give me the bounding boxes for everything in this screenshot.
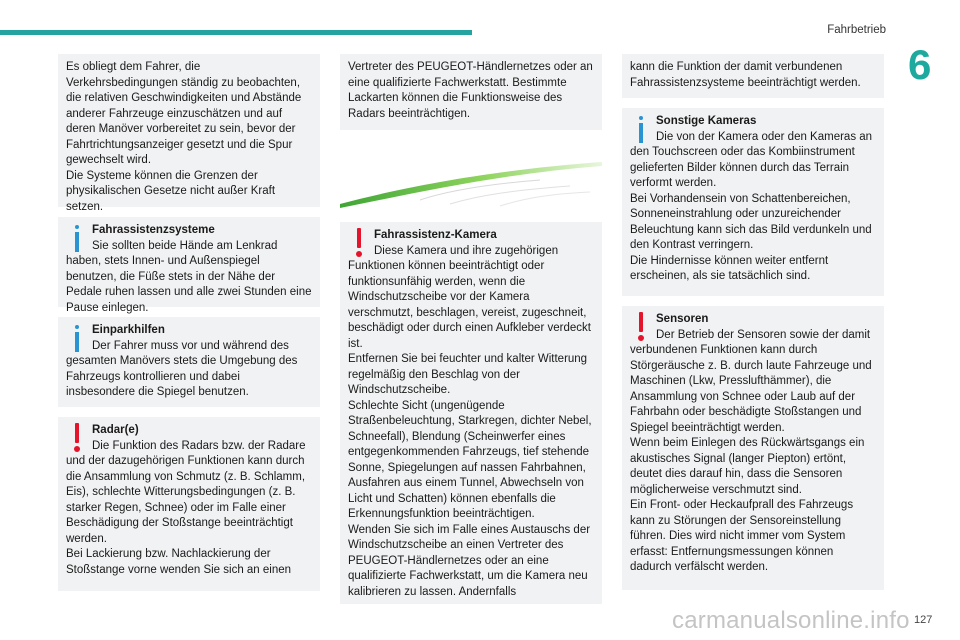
left-column	[58, 54, 320, 601]
warning-icon	[630, 312, 656, 342]
continued-box	[340, 54, 602, 130]
box-text: Vertreter des PEUGEOT-Händlernetzes oder an eine qualifizierte Fachwerkstatt. Bestimmte Lackarten können die Funktionsweise des Radars beeinträchtigen.	[348, 61, 593, 120]
warning-icon	[66, 423, 92, 453]
section-title: Fahrbetrieb	[827, 24, 886, 36]
box-text: Der Betrieb der Sensoren sowie der damit verbundenen Funktionen kann durch Störgeräusche z. B. durch laute Fahrzeuge und Maschinen (Lkw, Presslufthämmer), die Ansammlung von Schnee oder Laub auf der Fahrbahn oder beschädigte Stoßstangen und Spiegel beeinträchtigt werden. Wenn beim Einlegen des Rückwärtsgangs ein akustisches Signal (langer Piepton) ertönt, deutet dies darauf hin, dass die Sensoren möglicherweise verschmutzt sind. Ein Front- oder Heckaufprall des Fahrzeugs kann zu Störungen der Sensoreinstellung führen. Dies wird nicht immer vom System erfasst: Entfernungsmessungen können dadurch verfälscht werden.	[630, 328, 872, 573]
chapter-number: 6	[908, 41, 932, 88]
camera-illustration	[340, 140, 602, 212]
intro-box	[58, 54, 320, 213]
windshield-graphic	[340, 140, 602, 212]
info-icon	[66, 223, 92, 253]
watermark: carmanualsonline.info	[672, 607, 910, 634]
info-box-einparkhilfen	[58, 317, 320, 407]
box-title: Fahrassistenzsysteme	[92, 224, 215, 236]
info-icon	[66, 323, 92, 353]
header-accent-bar	[0, 30, 472, 35]
warning-box-radar	[58, 417, 320, 591]
box-title: Einparkhilfen	[92, 324, 165, 336]
warning-box-sensoren	[622, 306, 884, 590]
box-text: Sie sollten beide Hände am Lenkrad haben, stets Innen- und Außenspiegel benutzen, die Füße stets in der Nähe der Pedale ruhen lassen und alle zwei Stunden eine Pause einlegen.	[66, 239, 312, 314]
warning-icon	[348, 228, 374, 258]
info-box-fahrassistenzsysteme	[58, 217, 320, 314]
page-number: 127	[914, 614, 933, 626]
box-text: Die Funktion des Radars bzw. der Radare und der dazugehörigen Funktionen kann durch die Ansammlung von Schmutz (z. B. Schlamm, Eis), schlechte Witterungsbedingungen (z. B. starker Regen, Schnee) oder im Falle einer Beschädigung der Stoßstange beeinträchtigt werden. Bei Lackierung bzw. Nachlackierung der Stoßstange vorne wenden Sie sich an einen	[66, 439, 306, 576]
right-column	[622, 54, 884, 600]
box-title: Sonstige Kameras	[656, 115, 757, 127]
box-title: Radar(e)	[92, 424, 139, 436]
warning-box-fahrassistenz-kamera	[340, 222, 602, 604]
box-text: Der Fahrer muss vor und während des gesamten Manövers stets die Umgebung des Fahrzeugs kontrollieren und dabei insbesondere die Spiegel benutzen.	[66, 339, 298, 398]
continued-box	[622, 54, 884, 98]
intro-text: Es obliegt dem Fahrer, die Verkehrsbedingungen ständig zu beobachten, die relativen Geschwindigkeiten und Abstände anderer Fahrzeuge einzuschätzen und auf deren Manöver vorbereitet zu sein, bevor der Fahrtrichtungsanzeiger gesetzt und die Spur gewechselt wird. Die Systeme können die Grenzen der physikalischen Gesetze nicht außer Kraft setzen.	[66, 61, 302, 213]
box-title: Sensoren	[656, 313, 709, 325]
box-title: Fahrassistenz-Kamera	[374, 229, 497, 241]
box-text: kann die Funktion der damit verbundenen Fahrassistenzsysteme beeinträchtigt werden.	[630, 61, 861, 89]
info-icon	[630, 114, 656, 144]
box-text: Diese Kamera und ihre zugehörigen Funktionen können beeinträchtigt oder funktionsunfähig werden, wenn die Windschutzscheibe vor der Kamera verschmutzt, beschlagen, vereist, zugeschneit, beschädigt oder durch einen Aufkleber verdeckt ist. Entfernen Sie bei feuchter und kalter Witterung regelmäßig den Beschlag von der Windschutzscheibe. Schlechte Sicht (ungenügende Straßenbeleuchtung, Starkregen, dichter Nebel, Schneefall), Blendung (Scheinwerfer eines entgegenkommenden Fahrzeugs, tief stehende Sonne, Spiegelungen auf nassen Fahrbahnen, Ausfahren aus einem Tunnel, Abwechseln von Licht und Schatten) können ebenfalls die Erkennungsfunktion beeinträchtigen. Wenden Sie sich im Falle eines Austauschs der Windschutzscheibe an einen Vertreter des PEUGEOT-Händlernetzes oder an eine qualifizierte Fachwerkstatt, um die Kamera neu kalibrieren zu lassen. Andernfalls	[348, 244, 592, 598]
info-box-sonstige-kameras	[622, 108, 884, 296]
middle-column	[340, 54, 602, 614]
box-text: Die von der Kamera oder den Kameras an den Touchscreen oder das Kombiinstrument gelieferten Bilder können durch das Terrain verformt werden. Bei Vorhandensein von Schattenbereichen, Sonneneinstrahlung oder unzureichender Beleuchtung kann sich das Bild verdunkeln und den Kontrast verringern. Die Hindernisse können weiter entfernt erscheinen, als sie tatsächlich sind.	[630, 130, 873, 282]
